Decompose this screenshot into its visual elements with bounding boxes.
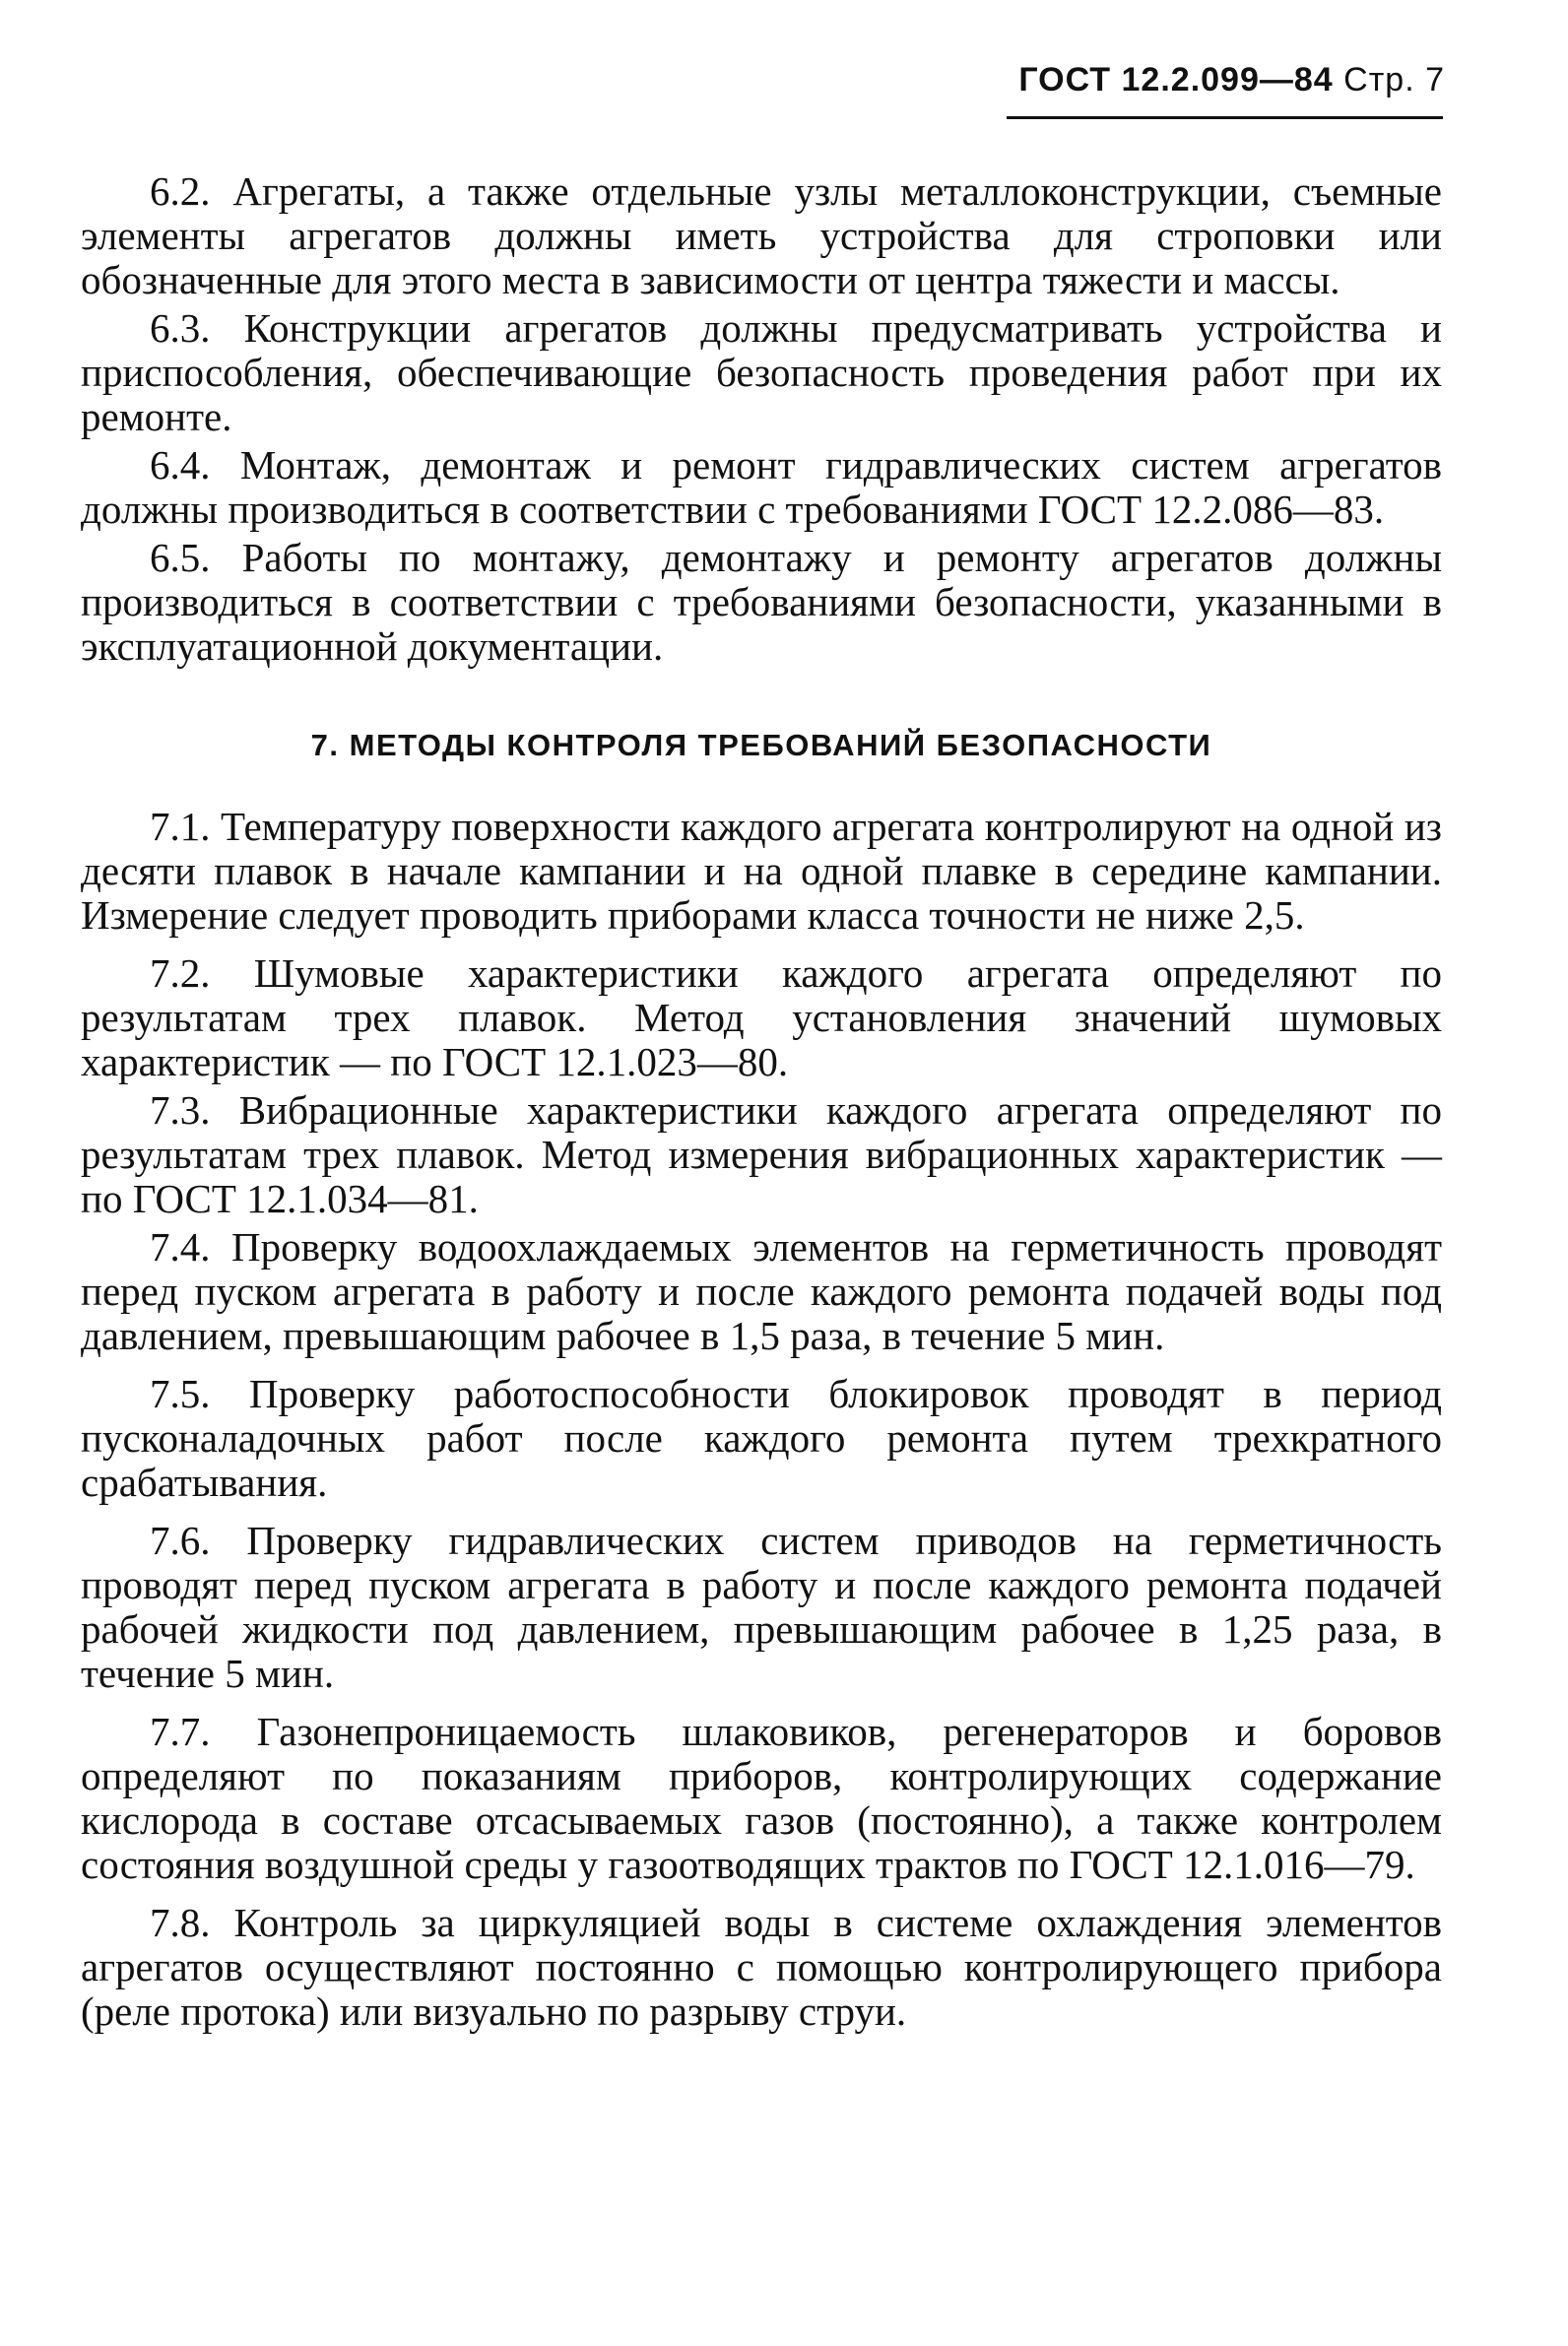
standard-code: ГОСТ 12.2.099—84 xyxy=(1018,61,1334,98)
paragraph-7-7: 7.7. Газонепроницаемость шлаковиков, регенераторов и боровов определяют по показаниям приборов, контролирующих содержание кислорода в составе отсасываемых газов (постоянно), а также контролем состояния воздушной среды у газоотводящих трактов по ГОСТ 12.1.016—79. xyxy=(81,1709,1442,1887)
paragraph-7-2: 7.2. Шумовые характеристики каждого агрегата определяют по результатам трех плавок. Метод установления значений шумовых характеристик — по ГОСТ 12.1.023—80. xyxy=(81,950,1442,1084)
paragraph-7-3: 7.3. Вибрационные характеристики каждого агрегата определяют по результатам трех плавок. Метод измерения вибрационных характеристик — по ГОСТ 12.1.034—81. xyxy=(81,1087,1442,1221)
running-header xyxy=(1018,61,1445,99)
paragraph-7-5: 7.5. Проверку работоспособности блокировок проводят в период пусконаладочных работ после каждого ремонта путем трехкратного срабатывания. xyxy=(81,1371,1442,1505)
paragraph-7-6: 7.6. Проверку гидравлических систем приводов на герметичность проводят перед пуском агрегата в работу и после каждого ремонта подачей рабочей жидкости под давлением, превышающим рабочее в 1,25 раза, в течение 5 мин. xyxy=(81,1518,1442,1696)
paragraph-7-1: 7.1. Температуру поверхности каждого агрегата контролируют на одной из десяти плавок в начале кампании и на одной плавке в середине кампании. Измерение следует проводить приборами класса точности не ниже 2,5. xyxy=(81,804,1442,938)
paragraph-6-3: 6.3. Конструкции агрегатов должны предусматривать устройства и приспособления, обеспечивающие безопасность проведения работ при их ремонте. xyxy=(81,305,1442,439)
page-label: Стр. 7 xyxy=(1343,61,1445,98)
paragraph-7-4: 7.4. Проверку водоохлаждаемых элементов на герметичность проводят перед пуском агрегата в работу и после каждого ремонта подачей воды под давлением, превышающим рабочее в 1,5 раза, в течение 5 мин. xyxy=(81,1224,1442,1358)
section-7-heading: 7. МЕТОДЫ КОНТРОЛЯ ТРЕБОВАНИЙ БЕЗОПАСНОСТИ xyxy=(310,728,1212,762)
paragraph-6-4: 6.4. Монтаж, демонтаж и ремонт гидравлических систем агрегатов должны производиться в соответствии с требованиями ГОСТ 12.2.086—83. xyxy=(81,442,1442,532)
paragraph-6-5: 6.5. Работы по монтажу, демонтажу и ремонту агрегатов должны производиться в соответствии с требованиями безопасности, указанными в эксплуатационной документации. xyxy=(81,535,1442,669)
paragraph-6-2: 6.2. Агрегаты, а также отдельные узлы металлоконструкции, съемные элементы агрегатов должны иметь устройства для строповки или обозначенные для этого места в зависимости от центра тяжести и массы. xyxy=(81,168,1442,302)
paragraph-7-8: 7.8. Контроль за циркуляцией воды в системе охлаждения элементов агрегатов осуществляют постоянно с помощью контролирующего прибора (реле протока) или визуально по разрыву струи. xyxy=(81,1900,1442,2034)
header-rule xyxy=(1007,116,1443,119)
body-text xyxy=(81,169,1442,2038)
